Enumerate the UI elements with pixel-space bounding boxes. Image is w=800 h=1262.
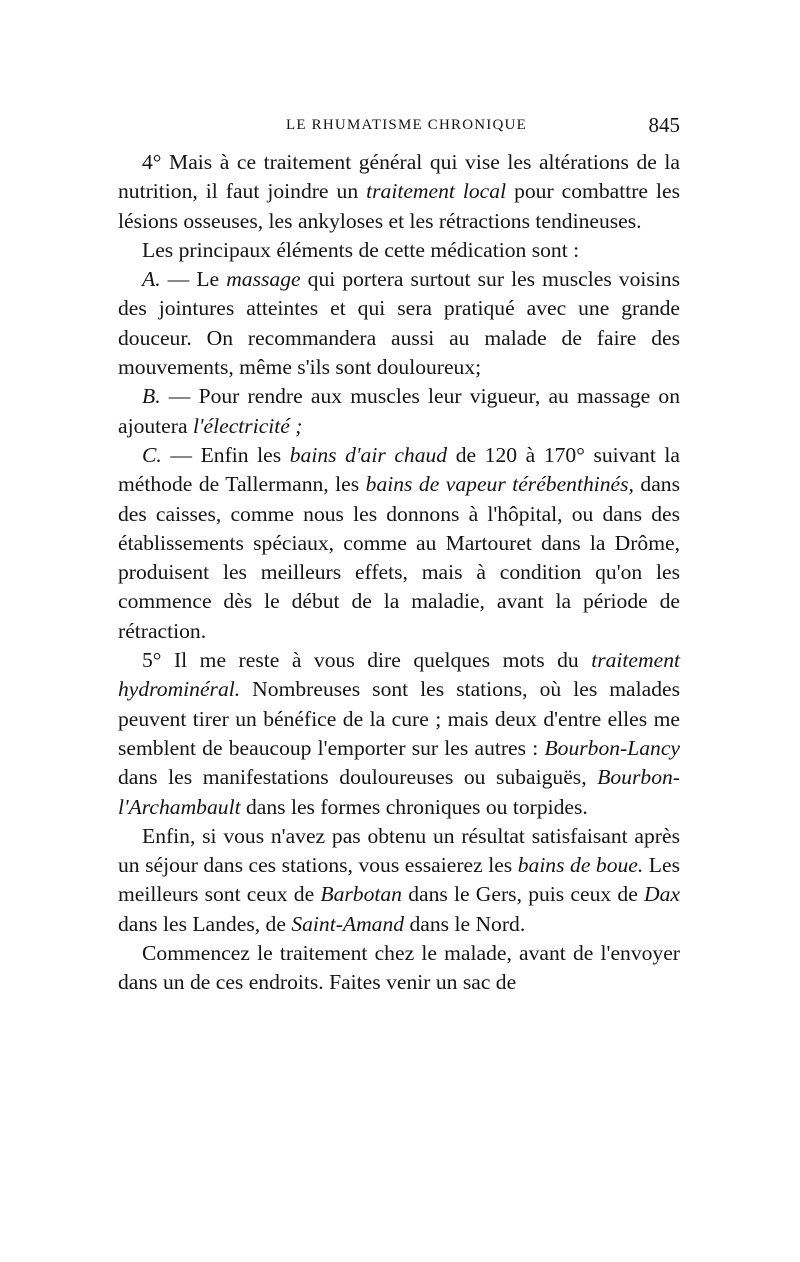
italic-text: massage [226, 267, 301, 292]
italic-text: bains d'air chaud [289, 442, 448, 467]
italic-text: bains de boue. [517, 853, 644, 878]
paragraph [118, 148, 680, 236]
italic-text: l'électricité ; [192, 413, 303, 438]
italic-text: A. [142, 267, 161, 292]
paragraph [118, 822, 680, 939]
italic-text: Saint-Amand [291, 911, 405, 936]
italic-text: bains de vapeur térébenthinés, [365, 472, 634, 497]
body-text [118, 148, 680, 998]
text-run: dans le Nord. [404, 911, 526, 936]
text-run: dans le Gers, puis ceux de [401, 882, 645, 907]
text-run: dans des caisses, comme nous les donnons à l'hôpital, ou dans des établissements spéciaux, comme au Martouret dans la Drôme, produisent les meilleurs effets, mais à condition qu'on les commence dès le début de la maladie, avant la période de rétraction. [118, 472, 681, 643]
paragraph [118, 939, 680, 998]
paragraph [118, 265, 680, 382]
text-run: Les principaux éléments de cette médication sont : [142, 237, 580, 262]
text-run: Commencez le traitement chez le malade, avant de l'envoyer dans un de ces endroits. Faites venir un sac de [118, 941, 680, 995]
text-run: dans les manifestations douloureuses ou subaiguës, [118, 765, 598, 790]
italic-text: traitement local [366, 179, 507, 204]
paragraph [118, 441, 680, 646]
page-header [118, 113, 680, 141]
paragraph [118, 646, 680, 822]
italic-text: C. [142, 442, 162, 467]
text-run: — Enfin les [161, 442, 290, 467]
text-run: Les meilleurs sont ceux de [118, 853, 680, 907]
italic-text: traitement hydrominéral. [118, 648, 680, 702]
text-run: 4° Mais à ce traitement général qui vise les altérations de la nutrition, il faut joindre un [118, 150, 680, 204]
italic-text: Bourbon-l'Archambault [118, 765, 680, 819]
page-number: 845 [648, 113, 680, 137]
paragraph [118, 236, 680, 265]
text-run: Nombreuses sont les stations, où les malades peuvent tirer un bénéfice de la cure ; mais deux d'entre elles me semblent de beaucoup l'emporter sur les autres : [118, 677, 680, 760]
text-run: pour combattre les lésions osseuses, les ankyloses et les rétractions tendineuses. [118, 179, 680, 233]
text-run: — Le [160, 267, 227, 292]
text-run: dans les Landes, de [118, 911, 292, 936]
text-run: 5° Il me reste à vous dire quelques mots du [142, 648, 592, 673]
italic-text: Dax [644, 882, 680, 907]
italic-text: Barbotan [320, 882, 402, 907]
italic-text: B. [142, 384, 161, 409]
paragraph [118, 382, 680, 441]
running-head: LE RHUMATISME CHRONIQUE [286, 117, 527, 133]
text-run: dans les formes chroniques ou torpides. [240, 794, 588, 819]
italic-text: Bourbon-Lancy [544, 735, 680, 760]
text-run: Enfin, si vous n'avez pas obtenu un résultat satisfaisant après un séjour dans ces stations, vous essaierez les [118, 823, 680, 878]
text-run: qui portera surtout sur les muscles voisins des jointures atteintes et qui sera pratiqué avec une grande douceur. On recommandera aussi au malade de faire des mouvements, même s'ils sont douloureux; [118, 267, 680, 380]
text-run: de 120 à 170° suivant la méthode de Tallermann, les [118, 442, 680, 497]
text-run: — Pour rendre aux muscles leur vigueur, au massage on ajoutera [118, 384, 680, 438]
